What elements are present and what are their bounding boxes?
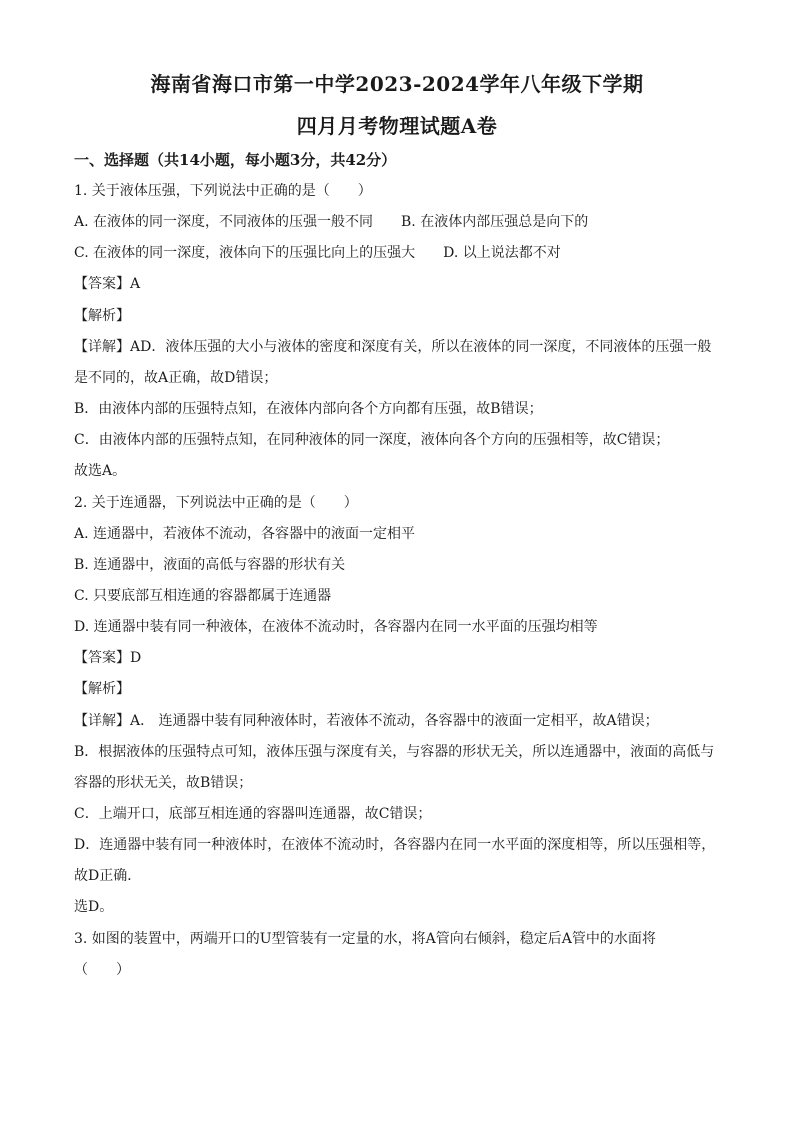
q1-analysis-label: 【解析】 xyxy=(74,308,130,324)
q1-option-a: A. 在液体的同一深度，不同液体的压强一般不同 xyxy=(74,214,374,230)
q1-detail-line-3: B．由液体内部的压强特点知，在液体内部向各个方向都有压强，故B错误； xyxy=(74,401,543,417)
q1-detail-line-2: 是不同的，故A正确，故D错误； xyxy=(74,370,278,386)
q2-stem: 2. 关于连通器，下列说法中正确的是（ ） xyxy=(74,495,358,511)
q1-stem: 1. 关于液体压强，下列说法中正确的是（ ） xyxy=(74,183,372,199)
q1-answer: 【答案】A xyxy=(74,276,141,292)
q2-detail-line-2: B．根据液体的压强特点可知，液体压强与深度有关，与容器的形状无关，所以连通器中，液面的高低与 xyxy=(74,744,715,760)
q1-options-row-2 xyxy=(74,244,724,262)
q2-detail-line-6: 故D正确． xyxy=(74,868,142,884)
document-title-line-2: 四月月考物理试题A卷 xyxy=(296,114,498,138)
q2-option-a: A. 连通器中，若液体不流动，各容器中的液面一定相平 xyxy=(74,526,416,542)
q2-detail-line-4: C．上端开口，底部互相连通的容器叫连通器，故C错误； xyxy=(74,806,432,822)
section-heading: 一、选择题（共14小题，每小题3分，共42分） xyxy=(74,151,397,169)
q1-option-b: B. 在液体内部压强总是向下的 xyxy=(401,214,589,230)
q3-stem-line-2: （ ） xyxy=(74,962,130,978)
q1-option-d: D. 以上说法都不对 xyxy=(443,245,561,261)
q2-analysis-label: 【解析】 xyxy=(74,681,130,697)
q2-option-d: D. 连通器中装有同一种液体，在液体不流动时，各容器内在同一水平面的压强均相等 xyxy=(74,619,598,635)
q1-detail-line-4: C．由液体内部的压强特点知，在同种液体的同一深度，液体向各个方向的压强相等，故C错误； xyxy=(74,432,670,448)
q1-options-row-1 xyxy=(74,213,724,231)
document-title-line-1: 海南省海口市第一中学2023-2024学年八年级下学期 xyxy=(150,72,644,96)
q2-option-b: B. 连通器中，液面的高低与容器的形状有关 xyxy=(74,557,346,573)
q1-detail-line-5: 故选A。 xyxy=(74,463,127,479)
q1-detail-line-1: 【详解】AD．液体压强的大小与液体的密度和深度有关，所以在液体的同一深度，不同液体的压强一般 xyxy=(74,339,712,355)
q2-answer: 【答案】D xyxy=(74,650,142,666)
q2-option-c: C. 只要底部互相连通的容器都属于连通器 xyxy=(74,588,332,604)
q3-stem-line-1: 3. 如图的装置中，两端开口的U型管装有一定量的水，将A管向右倾斜，稳定后A管中的水面将 xyxy=(74,931,656,947)
q2-detail-line-7: 选D。 xyxy=(74,899,114,915)
q2-detail-line-3: 容器的形状无关，故B错误； xyxy=(74,775,253,791)
q2-detail-line-5: D．连通器中装有同一种液体时，在液体不流动时，各容器内在同一水平面的深度相等，所以压强相等， xyxy=(74,837,716,853)
q2-detail-line-1: 【详解】A． 连通器中装有同种液体时，若液体不流动，各容器中的液面一定相平，故A错误； xyxy=(74,713,659,729)
q1-option-c: C. 在液体的同一深度，液体向下的压强比向上的压强大 xyxy=(74,245,416,261)
